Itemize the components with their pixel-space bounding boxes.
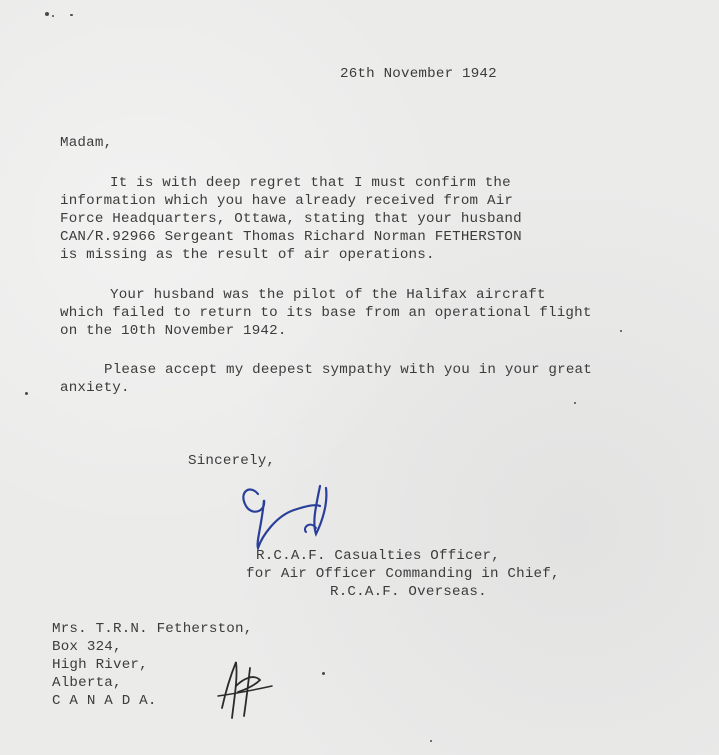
paragraph-1-line: Force Headquarters, Ottawa, stating that your husband [60,211,522,227]
paragraph-1-line: information which you have already received from Air [60,193,514,209]
address-line: C A N A D A. [52,693,157,709]
closing: Sincerely, [188,453,276,469]
address-line: High River, [52,657,148,673]
paper-speck [574,402,576,404]
paper-speck [25,392,28,395]
paragraph-1-line: It is with deep regret that I must confirm the [110,175,511,191]
salutation: Madam, [60,135,113,151]
paragraph-2-line: on the 10th November 1942. [60,323,287,339]
signature-title-line: for Air Officer Commanding in Chief, [246,566,560,582]
paper-speck [430,740,432,742]
paper-speck [45,12,49,16]
address-line: Box 324, [52,639,122,655]
letter-date: 26th November 1942 [340,66,497,82]
paper-speck [620,330,622,332]
paragraph-2-line: Your husband was the pilot of the Halifax aircraft [110,287,546,303]
handwritten-signature-icon [236,476,346,556]
paper-speck [322,672,325,675]
paragraph-3-line: anxiety. [60,380,130,396]
signature-title-line: R.C.A.F. Casualties Officer, [256,548,500,564]
paragraph-2-line: which failed to return to its base from an operational flight [60,305,592,321]
paragraph-1-line: CAN/R.92966 Sergeant Thomas Richard Norman FETHERSTON [60,229,522,245]
paragraph-3-line: Please accept my deepest sympathy with you in your great [104,362,592,378]
address-line: Mrs. T.R.N. Fetherston, [52,621,253,637]
handwritten-initials-icon [210,656,280,726]
paper-speck [52,15,54,17]
paragraph-1-line: is missing as the result of air operations. [60,247,435,263]
paper-speck [70,14,73,16]
address-line: Alberta, [52,675,122,691]
signature-title-line: R.C.A.F. Overseas. [330,584,487,600]
